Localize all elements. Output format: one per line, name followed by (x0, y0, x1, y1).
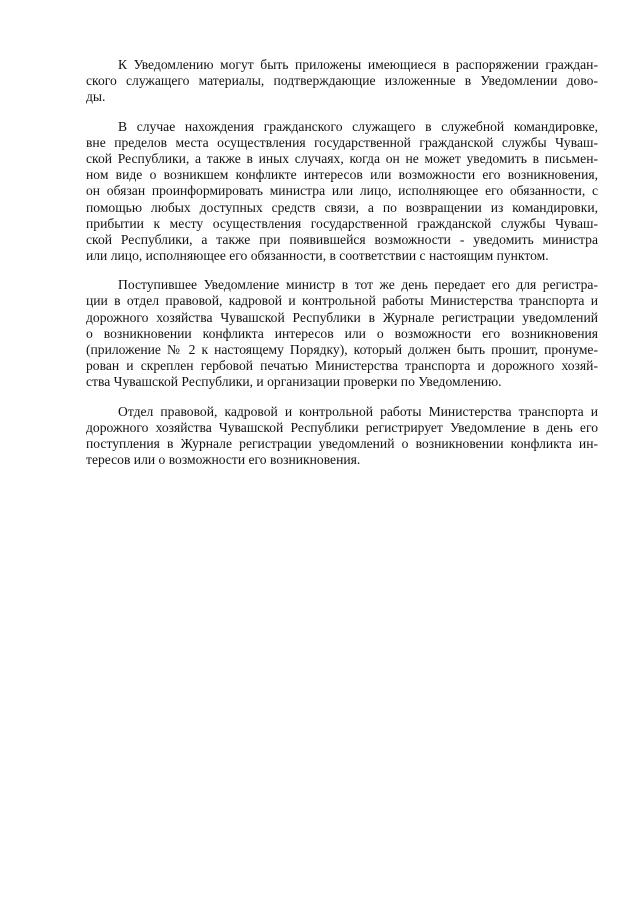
text-line: о возникновении конфликта интересов или о возможности его возникновения (86, 325, 598, 341)
paragraph-gap (86, 264, 598, 277)
text-line: Поступившее Уведомление министр в тот же день передает его для регистра- (118, 277, 598, 293)
text-line: ном виде о возникшем конфликте интересов или возможности его возникновения, (86, 167, 598, 183)
text-line: К Уведомлению могут быть приложены имеющиеся в распоряжении граждан- (118, 57, 598, 72)
text-line: помощью любых доступных средств связи, а по возвращении из командировки, (86, 199, 598, 215)
text-line: рован и скреплен гербовой печатью Министерства транспорта и дорожного хозяй- (86, 358, 598, 374)
text-line: ства Чувашской Республики, и организации проверки по Уведомлению. (86, 374, 502, 390)
text-line: прибытии к месту осуществления государственной гражданской службы Чуваш- (86, 215, 598, 231)
text-line: ды. (86, 89, 106, 105)
text-line: ского служащего материалы, подтверждающие изложенные в Уведомлении дово- (86, 73, 598, 89)
paragraph-attachments (86, 57, 598, 106)
text-line: вне пределов места осуществления государственной гражданской службы Чуваш- (86, 134, 598, 150)
text-line: ции в отдел правовой, кадровой и контрольной работы Министерства транспорта и (86, 293, 598, 309)
text-line: дорожного хозяйства Чувашской Республики в Журнале регистрации уведомлений (86, 309, 598, 325)
paragraph-business-trip (86, 119, 598, 265)
paragraph-registration-transfer (86, 277, 598, 390)
text-line: или лицо, исполняющее его обязанности, в соответствии с настоящим пунктом. (86, 248, 549, 264)
document-text (86, 57, 598, 468)
paragraph-gap (86, 391, 598, 404)
paragraph-gap (86, 106, 598, 119)
text-line: (приложение № 2 к настоящему Порядку), который должен быть прошит, пронуме- (86, 342, 598, 357)
text-line: ской Республики, а также в иных случаях, когда он не может уведомить в письмен- (86, 150, 598, 166)
text-line: поступления в Журнале регистрации уведомлений о возникновении конфликта ин- (86, 435, 598, 451)
text-line: В случае нахождения гражданского служащего в служебной командировке, (118, 118, 598, 134)
text-line: тересов или о возможности его возникновения. (86, 452, 361, 468)
text-line: он обязан проинформировать министра или лицо, исполняющее его обязанности, с (86, 183, 598, 199)
text-line: ской Республики, а также при появившейся возможности - уведомить министра (86, 231, 598, 247)
text-line: Отдел правовой, кадровой и контрольной работы Министерства транспорта и (118, 403, 598, 419)
text-line: дорожного хозяйства Чувашской Республики регистрирует Уведомление в день его (86, 419, 598, 435)
paragraph-department-registers (86, 404, 598, 469)
